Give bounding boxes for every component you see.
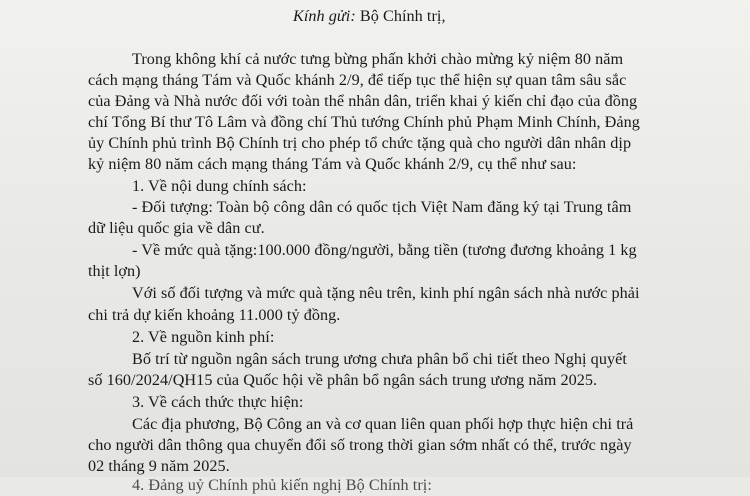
section-1-heading: 1. Về nội dung chính sách: (132, 177, 307, 195)
intro-line: chí Tổng Bí thư Tô Lâm và đồng chí Thủ tướng Chính phủ Phạm Minh Chính, Đảng (88, 113, 640, 131)
intro-line: ủy Chính phủ trình Bộ Chính trị cho phép tổ chức tặng quà cho người dân nhân dịp (88, 134, 632, 152)
salutation-prefix: Kính gửi: (293, 7, 356, 25)
intro-line: Trong không khí cả nước tưng bừng phấn khởi chào mừng kỷ niệm 80 năm (132, 50, 624, 68)
section-4-heading: 4. Đảng uỷ Chính phủ kiến nghị Bộ Chính trị: (132, 476, 432, 494)
salutation-recipient: Bộ Chính trị, (359, 7, 446, 25)
section-3-body-line: cho người dân thông qua chuyển đổi số trong thời gian sớm nhất có thể, trước ngày (88, 436, 632, 454)
section-3-body-line: Các địa phương, Bộ Công an và cơ quan liên quan phối hợp thực hiện chi trả (132, 415, 634, 433)
section-1-kinh-phi-line: Với số đối tượng và mức quà tặng nêu trên, kinh phí ngân sách nhà nước phải (132, 284, 640, 302)
salutation (293, 6, 446, 27)
section-3-heading: 3. Về cách thức thực hiện: (132, 393, 304, 411)
section-2-body-line: số 160/2024/QH15 của Quốc hội về phân bổ ngân sách trung ương năm 2025. (88, 371, 598, 389)
section-1-doi-tuong-line: - Đối tượng: Toàn bộ công dân có quốc tịch Việt Nam đăng ký tại Trung tâm (132, 198, 632, 216)
section-2-heading: 2. Về nguồn kinh phí: (132, 328, 275, 346)
section-1-muc-qua-line: thịt lợn) (88, 262, 141, 280)
section-1-kinh-phi-line: chi trả dự kiến khoảng 11.000 tỷ đồng. (88, 306, 341, 324)
intro-line: cách mạng tháng Tám và Quốc khánh 2/9, để tiếp tục thể hiện sự quan tâm sâu sắc (88, 71, 627, 89)
intro-line: kỷ niệm 80 năm cách mạng tháng Tám và Quốc khánh 2/9, cụ thể như sau: (88, 155, 577, 173)
section-1-doi-tuong-line: dữ liệu quốc gia về dân cư. (88, 219, 265, 237)
section-1-muc-qua-line: - Về mức quà tặng:100.000 đồng/người, bằng tiền (tương đương khoảng 1 kg (132, 241, 637, 259)
section-3-body-line: 02 tháng 9 năm 2025. (88, 457, 230, 475)
section-2-body-line: Bố trí từ nguồn ngân sách trung ương chưa phân bổ chi tiết theo Nghị quyết (132, 350, 627, 368)
intro-line: của Đảng và Nhà nước đối với toàn thể nhân dân, triển khai ý kiến chỉ đạo của đồng (88, 92, 638, 110)
